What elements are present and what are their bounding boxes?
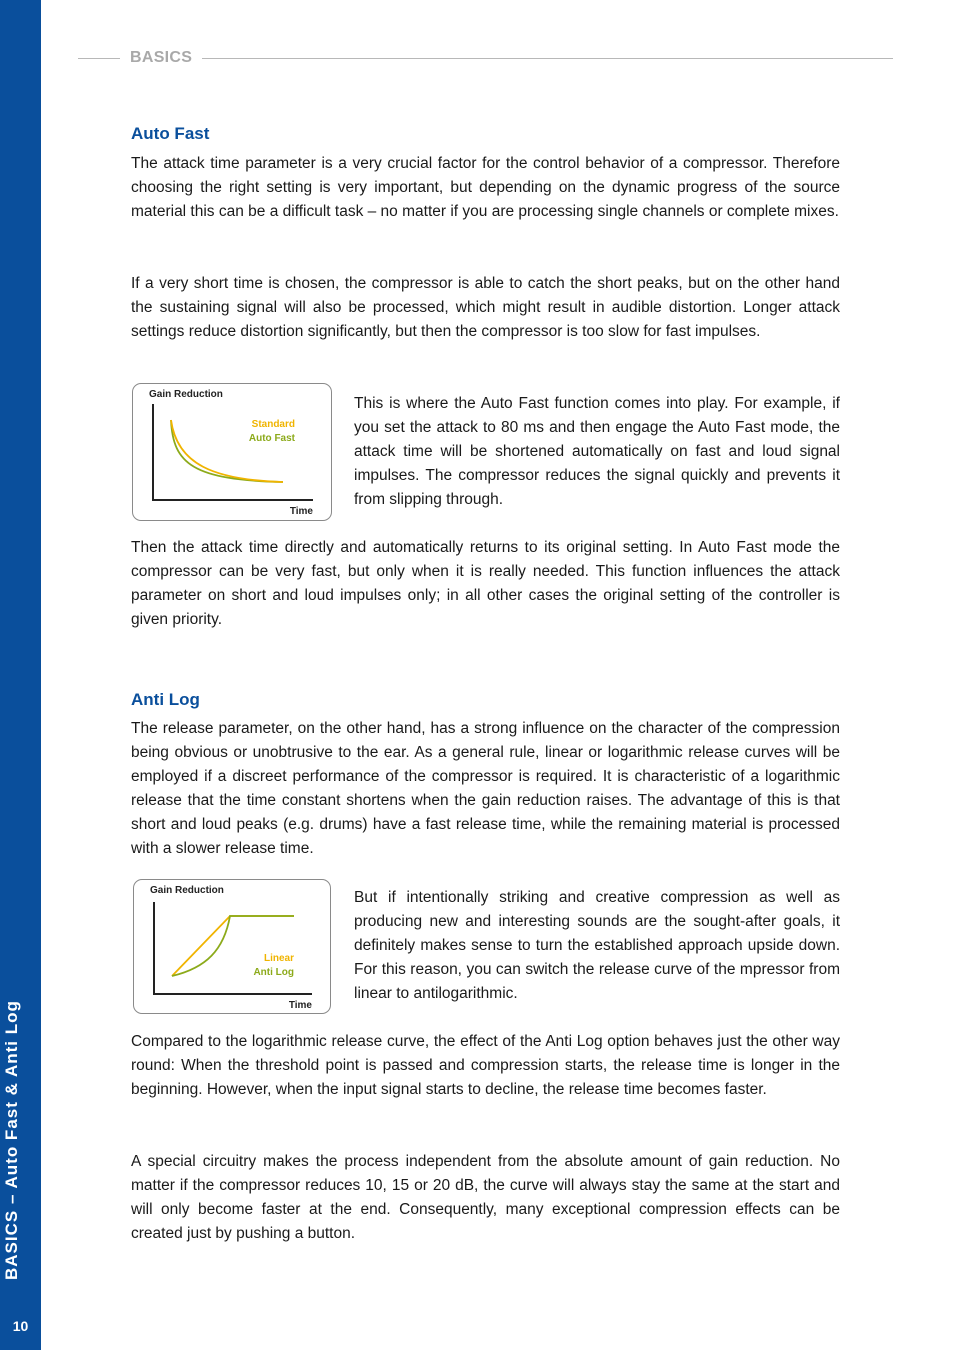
page-number: 10 (12, 1318, 29, 1334)
auto-fast-curve-graphic (133, 384, 331, 520)
header-rule-right (202, 58, 893, 59)
auto-fast-figure (132, 383, 332, 521)
figure-x-axis-label: Time (289, 506, 313, 517)
figure-y-axis-label: Gain Reduction (149, 389, 223, 400)
header-rule-left (78, 58, 120, 59)
anti-log-figure (133, 879, 331, 1014)
legend-standard: Standard (251, 419, 295, 430)
legend-linear: Linear (263, 953, 294, 964)
figure-x-axis-label: Time (288, 1000, 312, 1011)
figure-y-axis-label: Gain Reduction (150, 885, 224, 896)
anti-log-paragraph-3: Compared to the logarithmic release curve, the effect of the Anti Log option behaves just the other way round: When the threshold point is passed and compression starts, the release time is longer in the beginning. However, when the input signal starts to decline, the release time becomes faster. (131, 1033, 840, 1098)
auto-fast-paragraph-3: This is where the Auto Fast function comes into play. For example, if you set the attack to 80 ms and then engage the Auto Fast mode, the attack time will be shortened automatically on fast and loud signal impulses. The compressor reduces the signal quickly and prevents it from slipping through. (354, 395, 840, 508)
sidebar-title: BASICS – Auto Fast & Anti Log (2, 1000, 21, 1280)
sidebar-band (0, 0, 41, 1350)
anti-log-curve-graphic (134, 880, 330, 1013)
auto-fast-paragraph-1: The attack time parameter is a very crucial factor for the control behavior of a compressor. Therefore choosing the right setting is very important, but depending on the dynamic progress of the source material this can be a difficult task – no matter if you are processing single channels or complete mixes. (131, 155, 840, 220)
auto-fast-heading: Auto Fast (131, 124, 210, 143)
anti-log-paragraph-1: The release parameter, on the other hand, has a strong influence on the character of the compression being obvious or unobtrusive to the ear. As a general rule, linear or logarithmic release curves will be employed if a discreet performance of the compressor is required. It is characteristic of a logarithmic release that the time constant shortens when the gain reduction raises. The advantage of this is that short and loud peaks (e.g. drums) have a fast release time, while the remaining material is processed with a slower release time. (131, 720, 840, 857)
anti-log-paragraph-4: A special circuitry makes the process independent from the absolute amount of gain reduction. No matter if the compressor reduces 10, 15 or 20 dB, the curve will always stay the same at the start and will only become faster at the end. Consequently, many exceptional compression effects can be created just by pushing a button. (131, 1153, 840, 1242)
legend-anti-log: Anti Log (253, 967, 294, 978)
anti-log-paragraph-2: But if intentionally striking and creative compression as well as producing new and interesting sounds are the sought-after goals, it definitely makes sense to turn the established approach upside down. For this reason, you can switch the release curve of the mpressor from linear to antilogarithmic. (354, 889, 840, 1002)
auto-fast-paragraph-4: Then the attack time directly and automatically returns to its original setting. In Auto Fast mode the compressor can be very fast, but only when it is really needed. This function influences the attack parameter on short and loud impulses only; in all other cases the original setting of the controller is given priority. (131, 539, 840, 628)
section-header-label: BASICS (130, 49, 193, 66)
anti-log-heading: Anti Log (131, 690, 200, 709)
auto-fast-paragraph-2: If a very short time is chosen, the compressor is able to catch the short peaks, but on the other hand the sustaining signal will also be processed, which might result in audible distortion. Longer attack settings reduce distortion significantly, but then the compressor is too slow for fast impulses. (131, 275, 840, 340)
legend-auto-fast: Auto Fast (248, 433, 295, 444)
